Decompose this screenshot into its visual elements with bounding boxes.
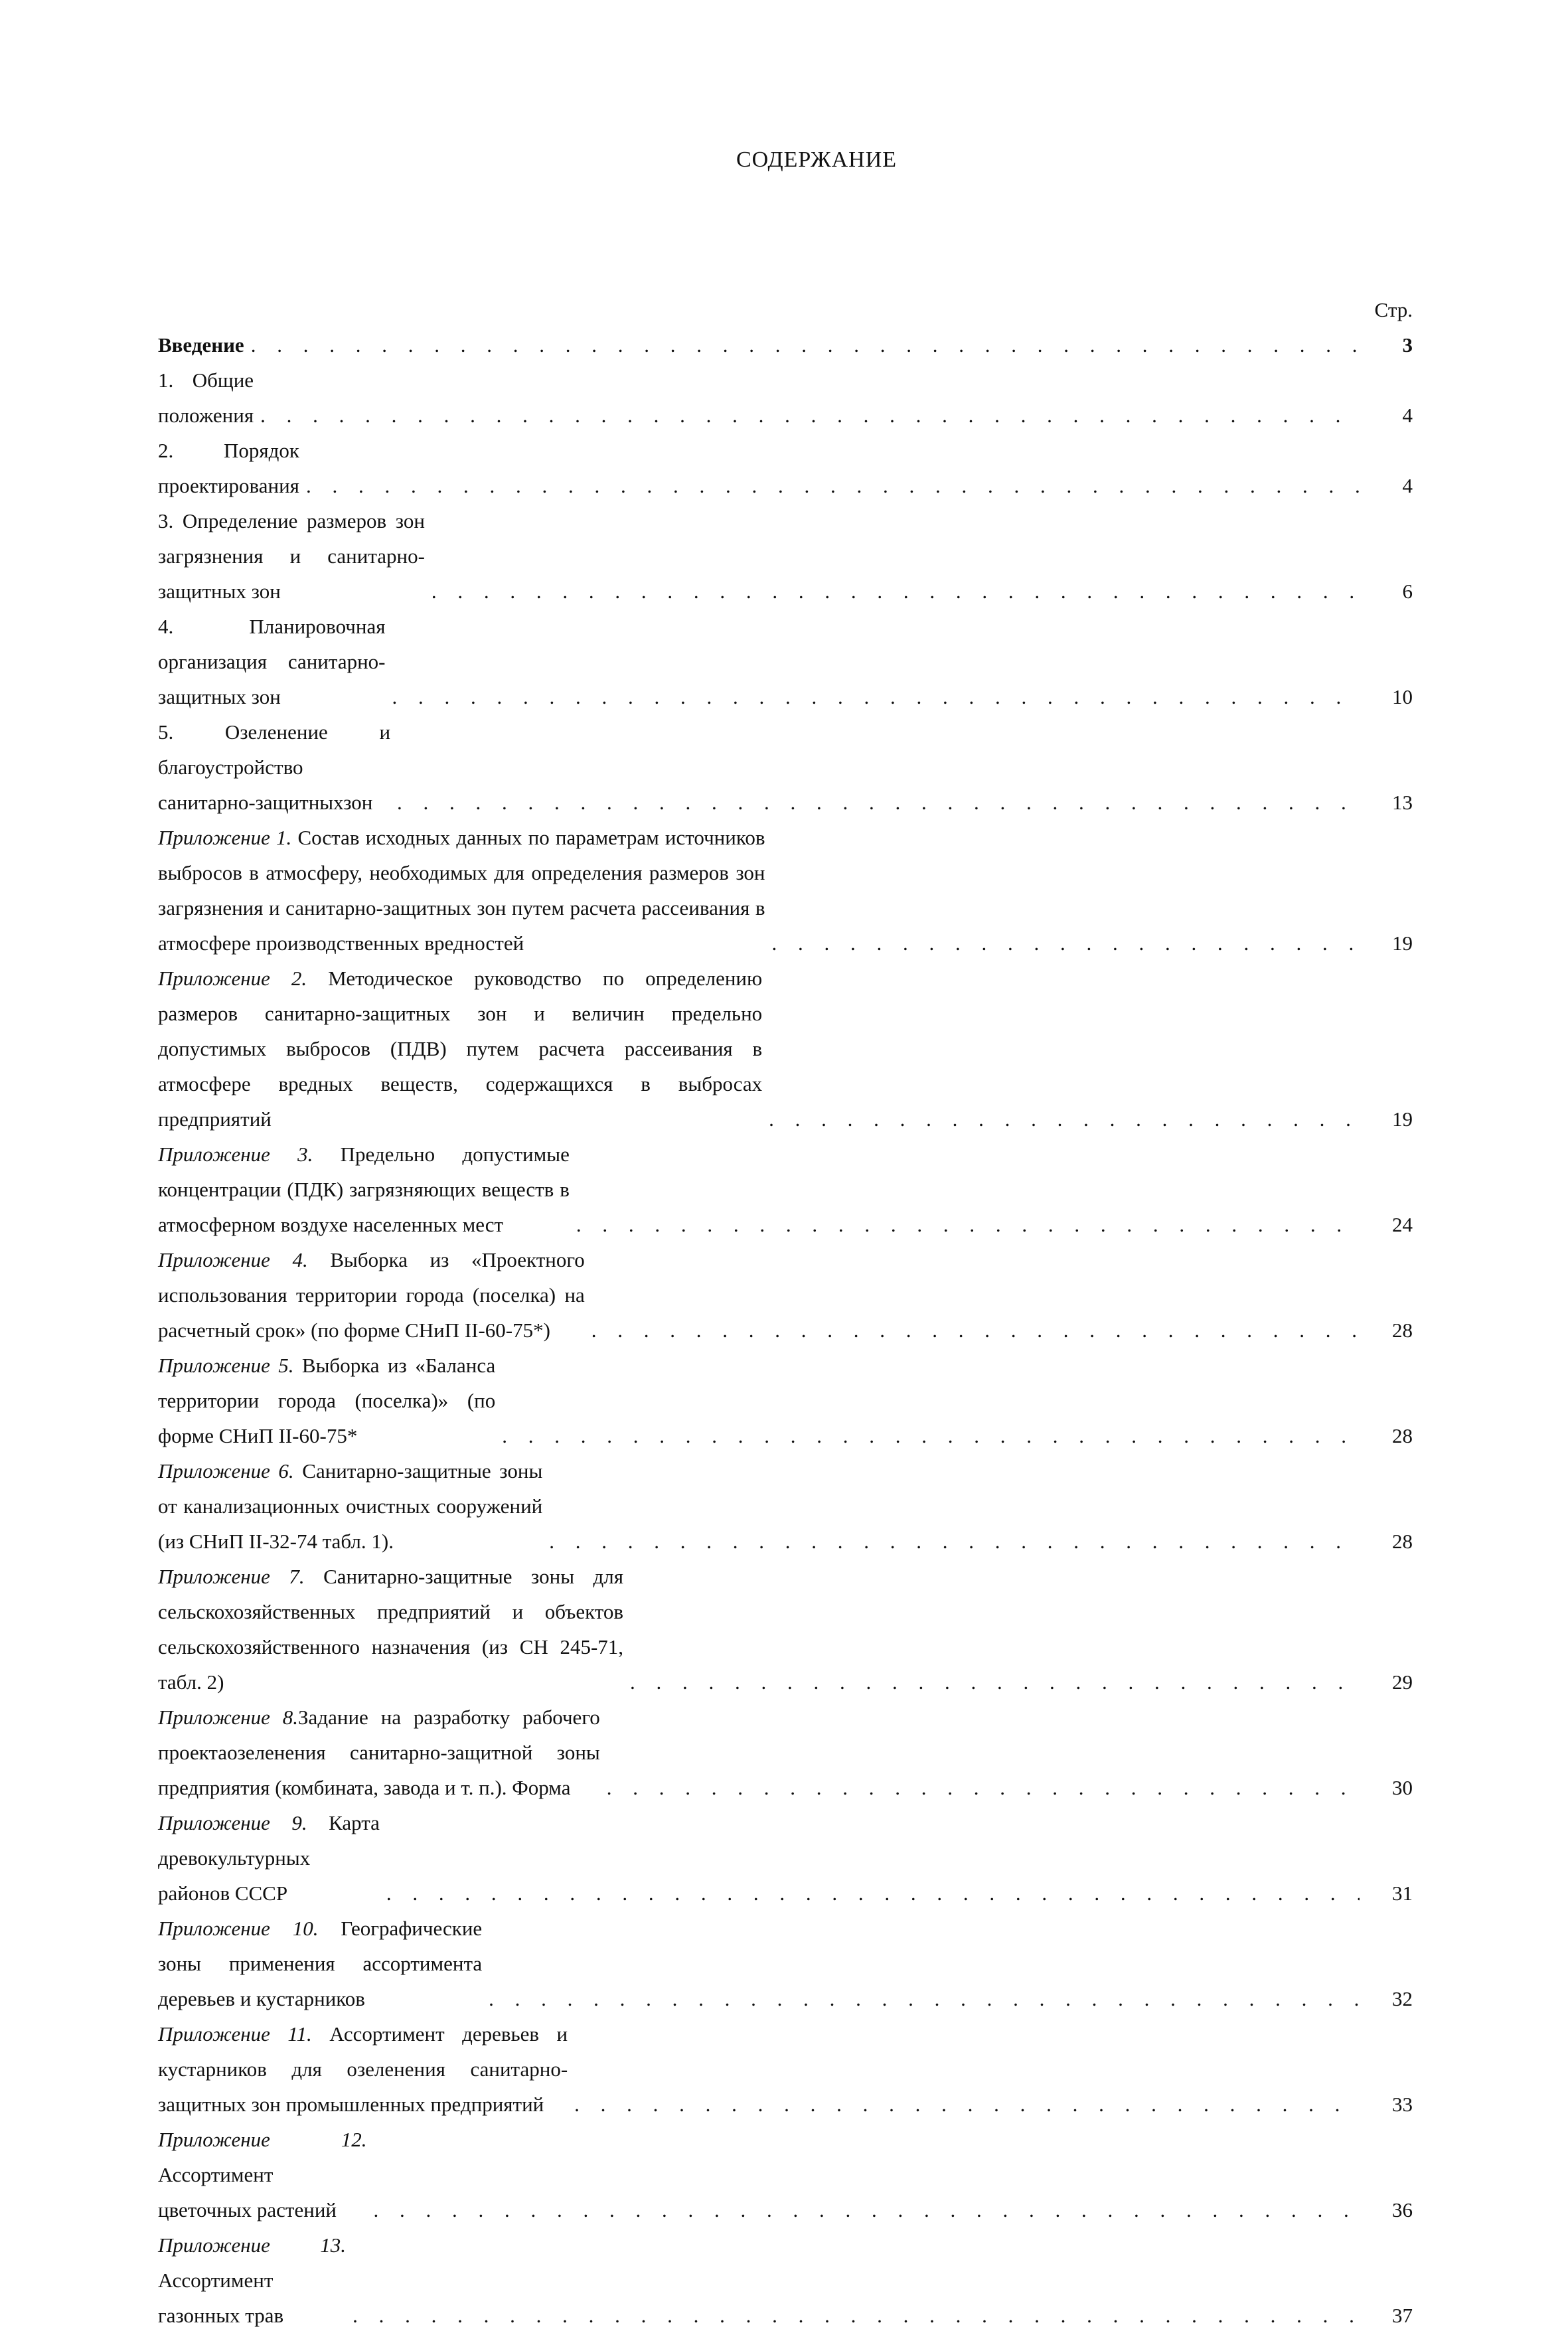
toc-entry-appendix-label: Приложение 4. [158,1248,308,1271]
toc-entry-text [158,503,431,609]
toc-page-number: 28 [1392,1530,1413,1553]
toc-entry [158,327,1413,362]
toc-entry-title: 2. Порядок проектирования [158,439,299,497]
toc-entry-title: Состав исходных данных по параметрам источников выбросов в атмосферу, необходимых для определения размеров зон загрязнения и санитарно-защитных зон путем расчета рассеивания в атмосфере производственных вредностей [158,826,765,955]
toc-entry-text [158,1805,386,1911]
toc-leader-dots [251,327,1360,362]
toc-entry-appendix-label: Приложение 11. [158,2022,312,2046]
toc-entry-title: 1. Общие положения [158,368,254,427]
toc-page-number: 30 [1392,1776,1413,1799]
toc-entry [158,820,1413,961]
toc-entry-text [158,1700,607,1805]
toc-entry-text [158,2122,374,2227]
toc-entry [158,1700,1413,1805]
toc-page-number: 32 [1392,1987,1413,2010]
toc-leader-dots [574,2087,1360,2122]
toc-leader-dots [769,1101,1360,1137]
toc-entry-appendix-label: Приложение 10. [158,1917,319,1940]
toc-leader-dots [260,398,1360,433]
toc-leader-dots [502,1418,1360,1453]
toc-entry-title: Ассортимент цветочных растений [158,2163,337,2221]
toc-entry-text [158,2227,353,2333]
toc-entry [158,1137,1413,1242]
toc-entry-heading: Введение [158,333,244,357]
toc-entry-appendix-label: Приложение 1. [158,826,292,849]
toc-leader-dots [397,785,1360,820]
toc-entry-text [158,327,251,362]
toc-entry-title: Выборка из «Баланса территории города (поселка)» (по форме СНиП II-60-75* [158,1354,496,1447]
toc-page-number: 3 [1402,333,1413,357]
toc-leader-dots [489,1981,1360,2016]
toc-entry [158,2122,1413,2227]
toc-leader-dots [386,1876,1360,1911]
toc-entry [158,433,1413,503]
toc-entry [158,1453,1413,1559]
toc-entry-appendix-label: Приложение 9. [158,1811,307,1834]
toc-leader-dots [576,1207,1360,1242]
toc-entry-title: Выборка из «Проектного использования территории города (поселка) на расчетный срок» (по форме СНиП II-60-75*) [158,1248,585,1342]
table-of-contents [158,292,1413,2333]
toc-entry-appendix-label: Приложение 3. [158,1143,313,1166]
toc-entry-title: Методическое руководство по определению размеров санитарно-защитных зон и величин предельно допустимых выбросов (ПДВ) путем расчета рассеивания в атмосфере вредных веществ, содержащихся в выбросах предприятий [158,967,763,1131]
toc-entry-text [158,1453,549,1559]
toc-entry-text [158,1242,591,1348]
toc-entry [158,714,1413,820]
toc-entry-text [158,1348,502,1453]
toc-page-number: 4 [1402,474,1413,497]
toc-page-number: 29 [1392,1670,1413,1694]
toc-page-number: 13 [1392,791,1413,814]
toc-page-number: 33 [1392,2093,1413,2116]
toc-entry-title: Карта древокультурных районов СССР [158,1811,380,1905]
toc-entry-appendix-label: Приложение 6. [158,1459,294,1483]
toc-page-number: 19 [1392,931,1413,955]
toc-entry-appendix-label: Приложение 13. [158,2233,347,2257]
toc-page-number: 28 [1392,1424,1413,1447]
toc-entry-title: Географические зоны применения ассортимента деревьев и кустарников [158,1917,483,2010]
toc-entry-text [158,820,772,961]
toc-entry-appendix-label: Приложение 7. [158,1565,305,1588]
toc-entry [158,503,1413,609]
toc-entry-text [158,2016,574,2122]
toc-entry-appendix-label: Приложение 12. [158,2128,367,2151]
toc-entry [158,609,1413,714]
toc-entry-title: Ассортимент деревьев и кустарников для озеленения санитарно-защитных зон промышленных предприятий [158,2022,568,2116]
toc-entries [158,327,1413,2333]
toc-leader-dots [392,679,1360,714]
toc-page-number: 31 [1392,1882,1413,1905]
toc-entry-text [158,1559,630,1700]
toc-leader-dots [306,468,1360,503]
toc-leader-dots [431,574,1360,609]
toc-page-number: 37 [1392,2304,1413,2327]
toc-page-number: 28 [1392,1319,1413,1342]
toc-entry-title: Ассортимент газонных трав [158,2269,284,2327]
toc-entry-title: 4. Планировочная организация санитарно-защитных зон [158,615,386,708]
toc-entry-text [158,714,397,820]
toc-entry-title: Предельно допустимые концентрации (ПДК) загрязняющих веществ в атмосферном воздухе населенных мест [158,1143,570,1236]
toc-entry-title: Санитарно-защитные зоны от канализационных очистных сооружений (из СНиП II-32-74 табл. 1). [158,1459,543,1553]
toc-entry-text [158,433,306,503]
toc-entry-text [158,1911,489,2016]
toc-page-number: 36 [1392,2198,1413,2221]
toc-leader-dots [353,2298,1360,2333]
toc-entry [158,1805,1413,1911]
toc-leader-dots [630,1664,1360,1700]
toc-entry-title: Санитарно-защитные зоны для сельскохозяйственных предприятий и объектов сельскохозяйственного назначения (из СН 245-71, табл. 2) [158,1565,624,1694]
toc-entry [158,961,1413,1137]
toc-leader-dots [374,2192,1360,2227]
page-column-header: Стр. [1374,298,1413,321]
toc-entry [158,362,1413,433]
toc-entry-text [158,1137,576,1242]
toc-entry-title: 3. Определение размеров зон загрязнения и санитарно-защитных зон [158,509,425,603]
toc-page-number: 4 [1402,404,1413,427]
toc-entry-appendix-label: Приложение 5. [158,1354,294,1377]
toc-entry [158,1911,1413,2016]
toc-entry-title: 5. Озеленение и благоустройство санитарно-защитныхзон [158,720,391,814]
toc-entry [158,1348,1413,1453]
toc-entry [158,1242,1413,1348]
toc-page-number: 6 [1402,580,1413,603]
toc-entry-title: Задание на разработку рабочего проектаозеленения санитарно-защитной зоны предприятия (комбината, завода и т. п.). Форма [158,1706,600,1799]
page-title: СОДЕРЖАНИЕ [736,147,898,172]
toc-entry-appendix-label: Приложение 2. [158,967,307,990]
toc-entry [158,2016,1413,2122]
toc-entry-text [158,961,769,1137]
toc-page-number: 19 [1392,1107,1413,1131]
toc-entry-text [158,362,260,433]
toc-leader-dots [772,925,1360,961]
toc-entry [158,1559,1413,1700]
toc-entry [158,2227,1413,2333]
toc-leader-dots [549,1524,1360,1559]
toc-entry-text [158,609,392,714]
toc-leader-dots [607,1770,1360,1805]
toc-page-number: 24 [1392,1213,1413,1236]
toc-leader-dots [591,1313,1360,1348]
toc-page-number: 10 [1392,685,1413,708]
toc-entry-appendix-label: Приложение 8. [158,1706,299,1729]
